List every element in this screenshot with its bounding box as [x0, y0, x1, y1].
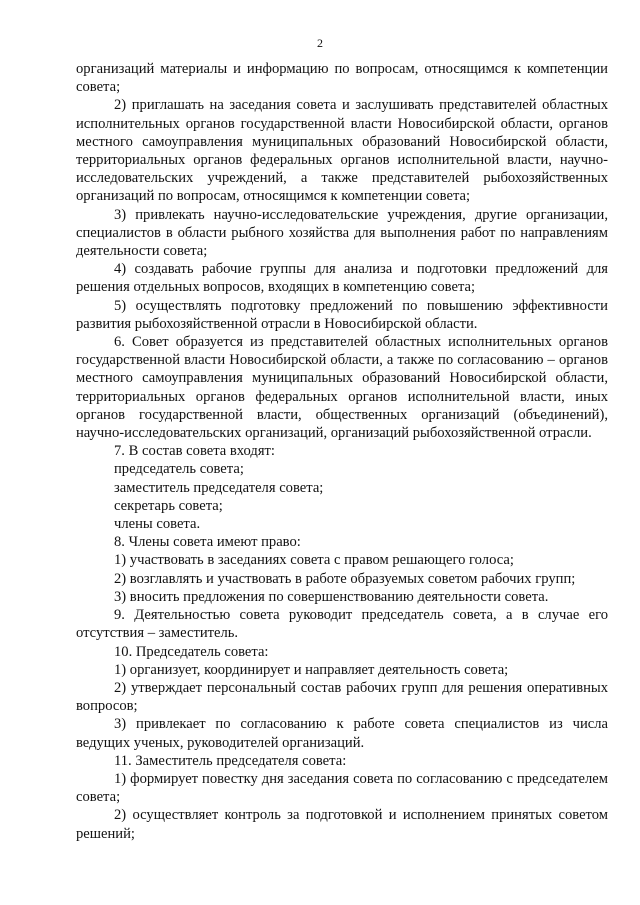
paragraph-item: 3) привлекать научно-исследовательские учреждения, другие организации, специалистов в области рыбного хозяйства для выполнения работ по направлениям деятельности совета;	[76, 206, 608, 260]
paragraph-item: 2) осуществляет контроль за подготовкой и исполнением принятых советом решений;	[76, 807, 608, 842]
paragraph-item: 1) организует, координирует и направляет деятельность совета;	[114, 661, 509, 678]
paragraph-continuation: организаций материалы и информацию по вопросам, относящимся к компетенции совета;	[76, 61, 608, 96]
page-number: 2	[317, 36, 323, 50]
paragraph-item: 2) возглавлять и участвовать в работе образуемых советом рабочих групп;	[114, 570, 576, 587]
paragraph-item: 2) утверждает персональный состав рабочих групп для решения оперативных вопросов;	[76, 679, 608, 715]
composition-item: члены совета.	[114, 516, 201, 533]
paragraph-item: 2) приглашать на заседания совета и заслушивать представителей областных исполнительных органов государственной власти Новосибирской области, органов местного самоуправления муниципальных образований Новосибирской области, территориальных органов федеральных органов исполнительной власти, научно-исследовательских учреждений, а также представителей рыбохозяйственных организаций по вопросам, относящимся к компетенции совета;	[76, 97, 608, 205]
paragraph-section: 7. В состав совета входят:	[114, 443, 275, 460]
paragraph-item: 1) участвовать в заседаниях совета с правом решающего голоса;	[114, 552, 514, 569]
paragraph-section: 11. Заместитель председателя совета:	[114, 752, 347, 769]
composition-item: секретарь совета;	[114, 497, 223, 514]
paragraph-section: 10. Председатель совета:	[114, 643, 269, 660]
paragraph-item: 4) создавать рабочие группы для анализа и подготовки предложений для решения отдельных вопросов, входящих в компетенцию совета;	[76, 261, 608, 296]
composition-item: председатель совета;	[114, 461, 244, 478]
paragraph-item: 1) формирует повестку дня заседания совета по согласованию с председателем совета;	[76, 770, 608, 806]
paragraph-section: 6. Совет образуется из представителей областных исполнительных органов государственной власти Новосибирской области, а также по согласованию – органов местного самоуправления муниципальных образований Новосибирской области, территориальных органов федеральных органов исполнительной власти, иных органов государственной власти, общественных организаций (объединений), научно-исследовательских организаций, организаций рыбохозяйственной отрасли.	[76, 334, 608, 442]
paragraph-item: 3) привлекает по согласованию к работе совета специалистов из числа ведущих ученых, руководителей организаций.	[76, 716, 608, 751]
document-body	[76, 60, 608, 843]
composition-item: заместитель председателя совета;	[114, 479, 324, 496]
paragraph-item: 5) осуществлять подготовку предложений по повышению эффективности развития рыбохозяйственной отрасли в Новосибирской области.	[76, 297, 608, 332]
paragraph-item: 3) вносить предложения по совершенствованию деятельности совета.	[114, 588, 549, 605]
paragraph-section: 9. Деятельностью совета руководит председатель совета, а в случае его отсутствия – заместитель.	[76, 607, 608, 642]
paragraph-section: 8. Члены совета имеют право:	[114, 534, 301, 551]
